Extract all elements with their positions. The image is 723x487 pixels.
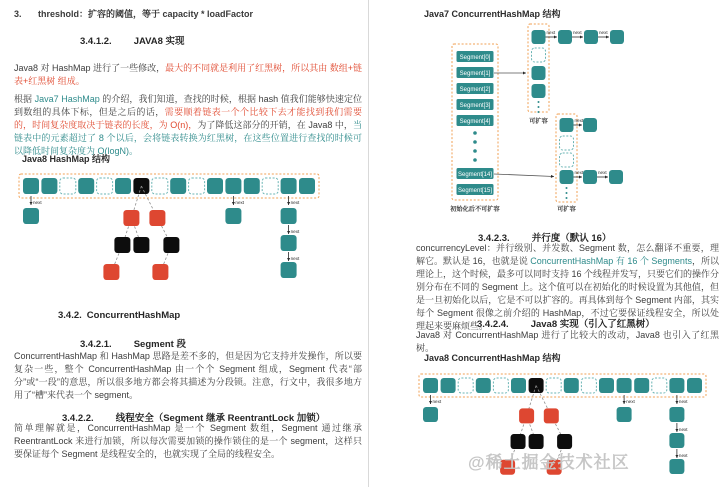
list-node <box>669 459 684 474</box>
text-run: 根据 <box>14 94 35 104</box>
next-label: next <box>546 30 556 35</box>
next-label: next <box>33 200 42 205</box>
next-label: next <box>290 256 300 261</box>
tree-node-red <box>152 264 168 280</box>
array-cell-teal <box>244 178 260 194</box>
pointer-arrow <box>494 174 554 177</box>
next-label: next <box>598 170 607 175</box>
tree-node-black <box>511 434 526 449</box>
segment-label: Segment[2] <box>459 87 491 93</box>
array-cell-empty <box>262 178 278 194</box>
segments-fixed-label: 初始化后不可扩容 <box>450 206 500 213</box>
figure-title-java8-chm: Java8 ConcurrentHashMap 结构 <box>424 353 561 363</box>
column-divider <box>368 0 369 487</box>
figure-java7-concurrenthashmap <box>440 20 723 220</box>
paragraph-threadsafe <box>14 422 362 461</box>
array-cell-teal <box>634 378 649 393</box>
paragraph-java8-intro <box>14 62 362 88</box>
array-cell-teal <box>207 178 223 194</box>
tree-node-red <box>123 210 139 226</box>
text-run[interactable]: ConcurrentHashMap 有 16 个 Segments <box>530 256 692 266</box>
tree-node-black <box>557 434 572 449</box>
ellipsis-dot <box>538 101 540 103</box>
figure-title-java7-chm: Java7 ConcurrentHashMap 结构 <box>424 9 561 19</box>
list-node <box>225 208 241 224</box>
bucket-cell <box>532 66 546 80</box>
list-node <box>609 170 623 184</box>
paragraph-segment <box>14 350 362 402</box>
next-label: next <box>290 200 300 205</box>
array-cell-empty <box>546 378 561 393</box>
watermark: @稀土掘金技术社区 <box>468 453 630 472</box>
bucket-cell <box>560 118 574 132</box>
list-node <box>617 407 632 422</box>
text-run: 为了降低这部分的开销，在 Java8 中， <box>197 120 353 130</box>
text-run[interactable]: 当链表中的元素超过了 8 个以后，会将链表转换为红黑树，在这些位置进行查找的时候可以降低时间复杂度为 O(logN)。 <box>14 120 362 156</box>
list-node <box>610 30 624 44</box>
next-label: next <box>626 399 635 404</box>
ellipsis-dot <box>566 187 568 189</box>
array-cell-empty <box>97 178 113 194</box>
array-cell-teal <box>115 178 131 194</box>
heading-title: Java8 实现（引入了红黑树） <box>530 319 655 330</box>
heading-number: 3.4.2.2. <box>62 413 94 424</box>
array-cell-teal <box>170 178 186 194</box>
list-item-number: 3. <box>14 9 22 19</box>
paragraph-java8-lookup <box>14 93 362 158</box>
bucket-cell-empty <box>560 136 574 150</box>
ellipsis-dot <box>473 131 477 135</box>
array-cell-teal <box>599 378 614 393</box>
array-cell-empty <box>60 178 76 194</box>
list-node <box>281 262 297 278</box>
heading-concurrenthashmap <box>58 310 180 321</box>
heading-title: 并行度（默认 16） <box>531 233 612 244</box>
list-node <box>281 208 297 224</box>
next-label: next <box>432 399 442 404</box>
next-label: next <box>573 30 582 35</box>
array-cell-empty <box>189 178 205 194</box>
bucket-cell <box>532 84 546 98</box>
tree-node-black <box>529 434 544 449</box>
list-node <box>583 118 597 132</box>
array-cell-empty <box>493 378 508 393</box>
heading-title: Segment 段 <box>133 339 186 350</box>
array-cell-teal <box>441 378 456 393</box>
text-run: 最大的不同就是利用了红黑树，所以其由 数组+链表+红黑树 组成。 <box>14 63 362 86</box>
text-run: 需要顺着链表一个个比较下去才能找到我们需要的，时间复杂度取决于链表的长度，为 O(n)， <box>14 107 362 130</box>
ellipsis-dot <box>566 197 568 199</box>
heading-number: 3.4.2.3. <box>478 233 510 244</box>
heading-number: 3.4.2. <box>58 310 82 321</box>
list-item-threshold <box>14 7 253 20</box>
array-cell-teal <box>299 178 315 194</box>
array-cell-empty <box>152 178 168 194</box>
heading-title: ConcurrentHashMap <box>86 310 181 321</box>
ellipsis-dot <box>538 111 540 113</box>
text-run: Java8 对 ConcurrentHashMap 进行了比较大的改动，Java8 也引入了红黑树。 <box>416 330 719 353</box>
text-run: ConcurrentHashMap 和 HashMap 思路是差不多的，但是因为它支持并发操作，所以要复杂一些，整个 ConcurrentHashMap 由一个个 Segment 组成，Segment 代表“部分”或“一段”的意思，所以很多地方都会将其描述为分段锁。注意，行文中，我很多地方用了“槽”来代表一个 segment。 <box>14 351 362 400</box>
list-node <box>669 407 684 422</box>
tree-node-red <box>149 210 165 226</box>
next-label: next <box>678 399 688 404</box>
ellipsis-dot <box>473 149 477 153</box>
array-cell-teal <box>687 378 702 393</box>
array-cell-teal <box>476 378 491 393</box>
segment-label: Segment[15] <box>457 188 493 194</box>
ellipsis-dot <box>538 106 540 108</box>
text-run: Java8 对 HashMap 进行了一些修改， <box>14 63 166 73</box>
figure-java8-hashmap <box>14 168 359 298</box>
next-label: next <box>235 200 245 205</box>
tree-node-red <box>103 264 119 280</box>
bucket-cell <box>560 170 574 184</box>
heading-title: JAVA8 实现 <box>133 36 185 47</box>
list-node <box>583 170 597 184</box>
array-cell-teal <box>564 378 579 393</box>
heading-title: 线程安全（Segment 继承 ReentrantLock 加锁） <box>115 413 326 424</box>
tree-node-red <box>519 408 534 423</box>
heading-number: 3.4.2.4. <box>477 319 509 330</box>
next-label: next <box>574 170 584 175</box>
list-node <box>281 235 297 251</box>
text-run: concurrencyLevel：并行级别、并发数、Segment 数，怎么翻译不重要，理解它。默认是 16，也就是说 <box>416 243 719 266</box>
ellipsis-dot <box>566 192 568 194</box>
array-cell-empty <box>458 378 473 393</box>
array-cell-teal <box>225 178 241 194</box>
ellipsis-dot <box>473 140 477 144</box>
tree-node-black <box>163 237 179 253</box>
list-node <box>669 433 684 448</box>
array-cell-teal <box>23 178 39 194</box>
segment-label: Segment[3] <box>459 103 491 109</box>
segment-label: Segment[4] <box>459 119 491 125</box>
bucket-cell <box>532 30 546 44</box>
array-cell-teal <box>617 378 632 393</box>
next-label: next <box>574 118 584 123</box>
heading-segment <box>80 336 186 350</box>
text-run: 的介绍，我们知道，查找的时候，根据 hash 值我们能够快速定位到数组的具体下标，但是之后的话， <box>14 94 362 117</box>
segment-label: Segment[0] <box>459 55 491 61</box>
array-cell-teal <box>511 378 526 393</box>
tree-node-black <box>133 237 149 253</box>
array-cell-teal <box>41 178 57 194</box>
array-cell-teal <box>78 178 94 194</box>
bucket-cell-empty <box>532 48 546 62</box>
expandable-label: 可扩容 <box>529 118 548 125</box>
bucket-cell-empty <box>560 153 574 167</box>
heading-number: 3.4.2.1. <box>80 339 112 350</box>
segment-label: Segment[1] <box>459 71 491 77</box>
next-label: next <box>290 229 300 234</box>
heading-number: 3.4.1.2. <box>80 36 112 47</box>
array-cell-teal <box>669 378 684 393</box>
array-cell-teal <box>281 178 297 194</box>
ellipsis-dot <box>473 158 477 162</box>
text-run: 简单理解就是，ConcurrentHashMap 是一个 Segment 数组，Segment 通过继承 ReentrantLock 来进行加锁，所以每次需要加锁的操作锁住的是一个 segment，这样只要保证每个 Segment 是线程安全的，也就实现了全局的线程安全。 <box>14 423 362 459</box>
list-node <box>23 208 39 224</box>
text-run: ，所以理论上，这个时候，最多可以同时支持 16 个线程并发写，只要它们的操作分别分布在不同的 Segment 上。这个值可以在初始化的时候设置为其他值，但是一旦初始化以后，它是不可以扩容的。再具体到每个 Segment 内部，其实每个 Segment 很像之前介绍的 HashMap，不过它要保证线程安全，所以处理起来要麻烦些。 <box>416 256 720 331</box>
segment-label: Segment[14] <box>457 172 493 178</box>
text-run[interactable]: Java7 HashMap <box>34 94 100 104</box>
next-label: next <box>678 453 688 458</box>
tree-node-black <box>114 237 130 253</box>
list-node <box>423 407 438 422</box>
expandable-label: 可扩容 <box>557 206 576 213</box>
list-node <box>584 30 598 44</box>
heading-java8-rbtree <box>477 316 655 330</box>
heading-java8-impl <box>80 33 185 47</box>
figure-title-java8-hashmap: Java8 HashMap 结构 <box>22 154 111 164</box>
array-cell-empty <box>581 378 596 393</box>
tree-node-red <box>544 408 559 423</box>
list-node <box>558 30 572 44</box>
next-label: next <box>678 427 688 432</box>
list-item-text: threshold：扩容的阈值，等于 capacity * loadFactor <box>38 9 254 19</box>
array-cell-teal <box>423 378 438 393</box>
next-label: next <box>599 30 608 35</box>
array-cell-empty <box>652 378 667 393</box>
